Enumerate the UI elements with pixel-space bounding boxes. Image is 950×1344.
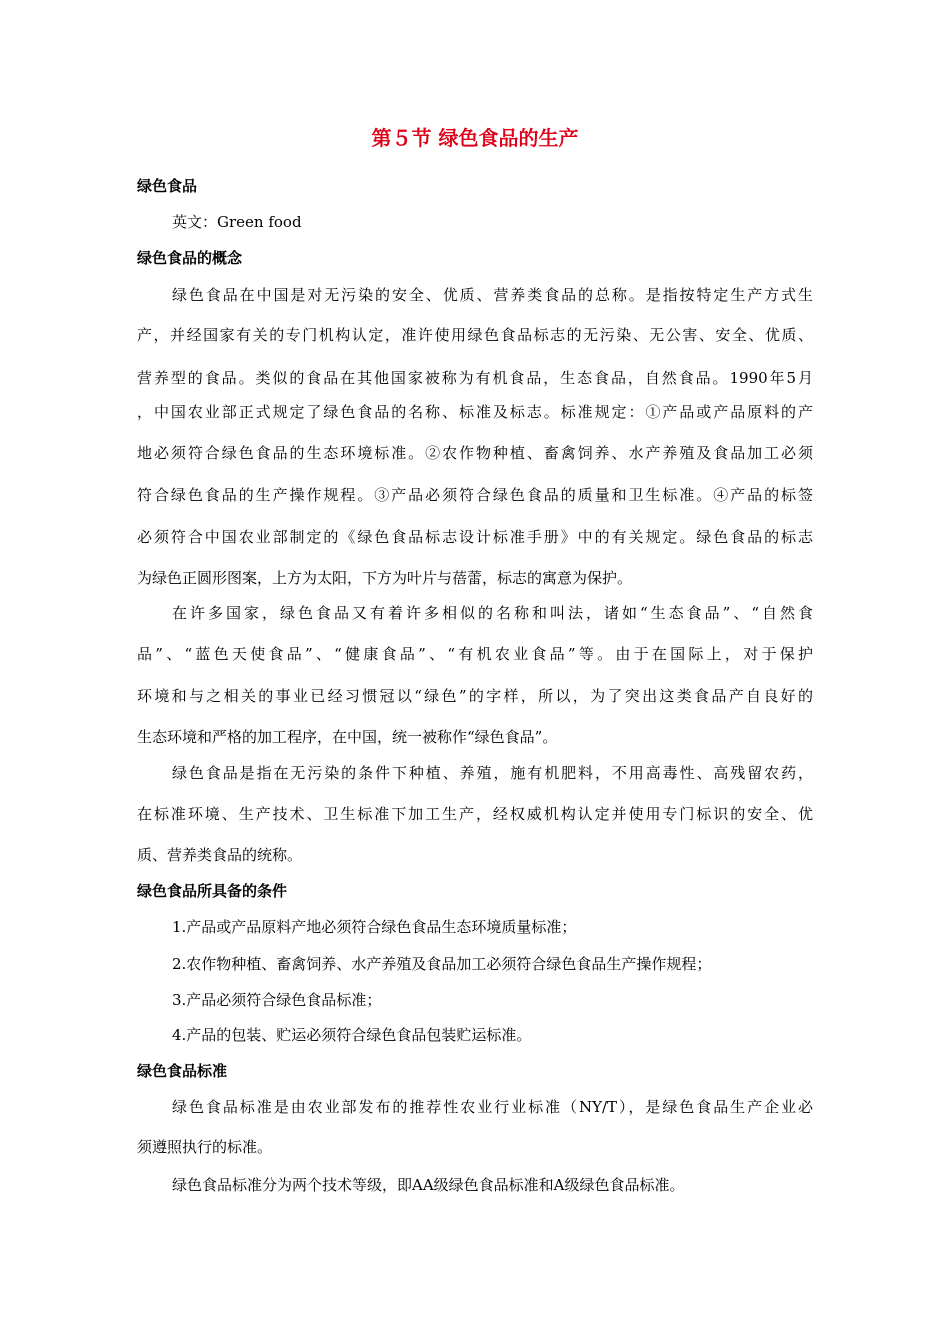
paragraph-line: 英文：Green food	[172, 213, 302, 231]
paragraph-line: 在许多国家，绿色食品又有着许多相似的名称和叫法，诸如“生态食品”、“自然食	[172, 604, 813, 622]
page-title: 第５节 绿色食品的生产	[371, 126, 579, 150]
section-heading-standards: 绿色食品标准	[137, 1062, 228, 1080]
list-item: 4.产品的包装、贮运必须符合绿色食品包装贮运标准。	[172, 1026, 532, 1044]
section-heading-concept: 绿色食品的概念	[137, 249, 243, 267]
paragraph-line: 在标准环境、生产技术、卫生标准下加工生产，经权威机构认定并使用专门标识的安全、优	[137, 805, 813, 823]
paragraph-line: 质、营养类食品的统称。	[137, 846, 303, 864]
paragraph-line: 绿色食品标准分为两个技术等级，即AA级绿色食品标准和A级绿色食品标准。	[172, 1176, 685, 1194]
paragraph-line: 绿色食品在中国是对无污染的安全、优质、营养类食品的总称。是指按特定生产方式生	[172, 286, 813, 304]
paragraph-line: 品”、“蓝色天使食品”、“健康食品”、“有机农业食品”等。由于在国际上，对于保护	[137, 645, 813, 663]
paragraph-line: 为绿色正圆形图案，上方为太阳，下方为叶片与蓓蕾，标志的寓意为保护。	[137, 569, 633, 587]
paragraph-line: 环境和与之相关的事业已经习惯冠以“绿色”的字样，所以，为了突出这类食品产自良好的	[137, 687, 813, 705]
paragraph-line: 绿色食品是指在无污染的条件下种植、养殖，施有机肥料，不用高毒性、高残留农药，	[172, 764, 813, 782]
paragraph-line: 营养型的食品。类似的食品在其他国家被称为有机食品，生态食品，自然食品。1990年5月	[137, 369, 813, 387]
paragraph-line: 生态环境和严格的加工程序，在中国，统一被称作“绿色食品”。	[137, 728, 558, 746]
paragraph-line: 产，并经国家有关的专门机构认定，准许使用绿色食品标志的无污染、无公害、安全、优质、	[137, 326, 813, 344]
paragraph-line: 地必须符合绿色食品的生态环境标准。②农作物种植、畜禽饲养、水产养殖及食品加工必须	[137, 444, 813, 462]
list-item: 1.产品或产品原料产地必须符合绿色食品生态环境质量标准；	[172, 918, 577, 936]
list-item: 2.农作物种植、畜禽饲养、水产养殖及食品加工必须符合绿色食品生产操作规程；	[172, 955, 712, 973]
paragraph-line: 须遵照执行的标准。	[137, 1138, 273, 1156]
list-item: 3.产品必须符合绿色食品标准；	[172, 991, 382, 1009]
paragraph-line: 必须符合中国农业部制定的《绿色食品标志设计标准手册》中的有关规定。绿色食品的标志	[137, 528, 813, 546]
section-heading-conditions: 绿色食品所具备的条件	[137, 882, 288, 900]
section-heading-green-food: 绿色食品	[137, 177, 198, 195]
paragraph-line: 绿色食品标准是由农业部发布的推荐性农业行业标准（NY/T），是绿色食品生产企业必	[172, 1098, 813, 1116]
paragraph-line: 符合绿色食品的生产操作规程。③产品必须符合绿色食品的质量和卫生标准。④产品的标签	[137, 486, 813, 504]
paragraph-line: ，中国农业部正式规定了绿色食品的名称、标准及标志。标准规定：①产品或产品原料的产	[137, 403, 813, 421]
